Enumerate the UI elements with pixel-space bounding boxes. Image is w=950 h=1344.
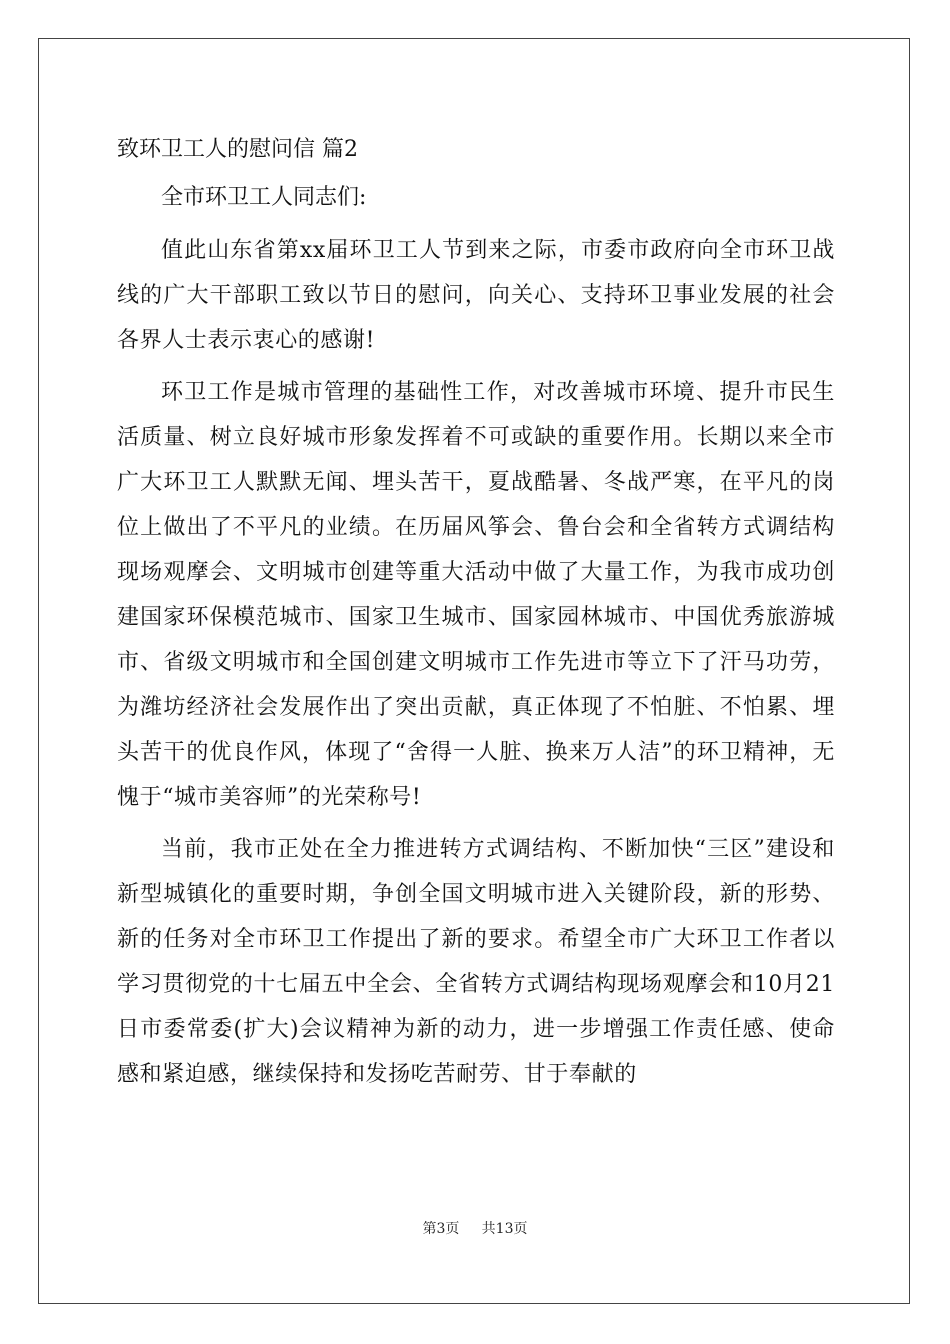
document-title: 致环卫工人的慰问信 篇2 xyxy=(117,137,358,162)
page-footer xyxy=(0,1218,950,1238)
footer-spacer xyxy=(464,1221,477,1237)
salutation: 全市环卫工人同志们: xyxy=(161,185,367,210)
total-pages: 共13页 xyxy=(481,1221,528,1237)
page-number: 第3页 xyxy=(422,1221,460,1237)
paragraph-3: 当前，我市正处在全力推进转方式调结构、不断加快“三区”建设和新型城镇化的重要时期，争创全国文明城市进入关键阶段，新的形势、新的任务对全市环卫工作提出了新的要求。希望全市广大环卫工作者以学习贯彻党的十七届五中全会、全省转方式调结构现场观摩会和10月21日市委常委(扩大)会议精神为新的动力，进一步增强工作责任感、使命感和紧迫感，继续保持和发扬吃苦耐劳、甘于奉献的 xyxy=(117,837,835,1087)
document-body xyxy=(117,128,835,1104)
paragraph-2: 环卫工作是城市管理的基础性工作，对改善城市环境、提升市民生活质量、树立良好城市形象发挥着不可或缺的重要作用。长期以来全市广大环卫工人默默无闻、埋头苦干，夏战酷暑、冬战严寒，在平凡的岗位上做出了不平凡的业绩。在历届风筝会、鲁台会和全省转方式调结构现场观摩会、文明城市创建等重大活动中做了大量工作，为我市成功创建国家环保模范城市、国家卫生城市、国家园林城市、中国优秀旅游城市、省级文明城市和全国创建文明城市工作先进市等立下了汗马功劳，为潍坊经济社会发展作出了突出贡献，真正体现了不怕脏、不怕累、埋头苦干的优良作风，体现了“舍得一人脏、换来万人洁”的环卫精神，无愧于“城市美容师”的光荣称号! xyxy=(117,380,835,810)
paragraph-1: 值此山东省第xx届环卫工人节到来之际，市委市政府向全市环卫战线的广大干部职工致以节日的慰问，向关心、支持环卫事业发展的社会各界人士表示衷心的感谢! xyxy=(117,238,835,353)
